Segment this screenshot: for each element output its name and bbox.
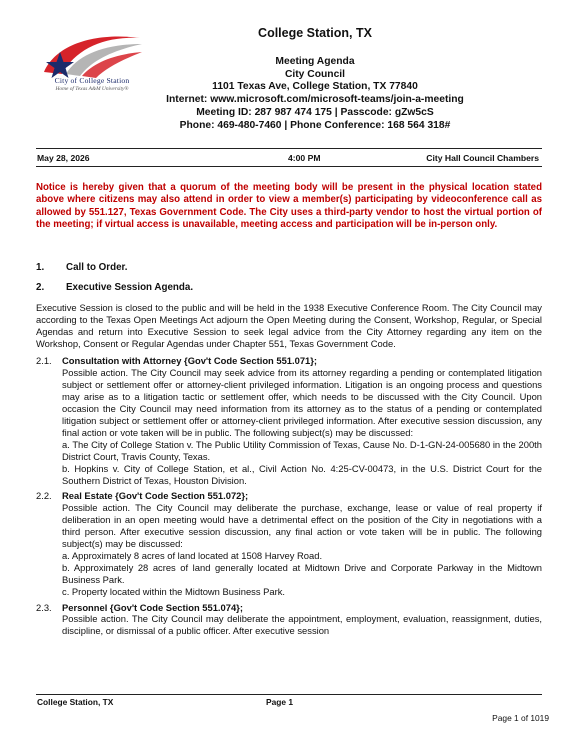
subitem-number: 2.2. bbox=[36, 490, 52, 502]
subitem-2-2 bbox=[36, 490, 542, 597]
subitem-body: Possible action. The City Council may deliberate the appointment, employment, evaluation, reassignment, duties, discipline, or dismissal of a public officer. After executive session bbox=[62, 613, 542, 637]
executive-session-intro: Executive Session is closed to the public and will be held in the 1938 Executive Conference Room. The City Council may according to the Texas Open Meetings Act adjourn the Open Meeting during the Consent, Workshop, Regular, or Special Agendas and return into Executive Session to seek legal advice from the City Attorney regarding any item on the Workshop, Consent or Regular Agendas under Chapter 551, Texas Government Code. bbox=[36, 301, 542, 349]
meeting-phone: Phone: 469-480-7460 | Phone Conference: 168 564 318# bbox=[179, 119, 451, 131]
footer-page: Page 1 bbox=[266, 697, 294, 707]
agenda-item-title: Call to Order. bbox=[66, 262, 128, 273]
meeting-location: City Hall Council Chambers bbox=[426, 153, 539, 163]
subitem-title: Consultation with Attorney {Gov't Code Section 551.071}; bbox=[62, 355, 318, 367]
page-count: Page 1 of 1019 bbox=[492, 713, 549, 723]
page-title: College Station, TX bbox=[258, 26, 372, 40]
meeting-body: City Council bbox=[284, 68, 346, 80]
subitem-number: 2.3. bbox=[36, 601, 52, 613]
meeting-type: Meeting Agenda bbox=[275, 56, 355, 67]
subitem-body: Possible action. The City Council may seek advice from its attorney regarding a pending or contemplated litigation subject or settlement offer or attorney-client privileged information. Litigation is an ongoing process and questions may arise as to a litigation tactic or settlement offer, which needs to be discussed with the City Council. Upon occasion the City Council may need information from its attorney as to the status of a pending or contemplated litigation subject or settlement offer or attorney-client privileged information. After executive session discussion, any final action or vote taken will be in public. The following subject(s) may be discussed: bbox=[62, 367, 542, 438]
subitem-title: Real Estate {Gov't Code Section 551.072}; bbox=[62, 490, 249, 502]
agenda-item-1 bbox=[36, 262, 542, 274]
meeting-time: 4:00 PM bbox=[288, 153, 321, 163]
meeting-date: May 28, 2026 bbox=[37, 153, 90, 163]
subitem-2-3 bbox=[36, 602, 542, 638]
agenda-item-number: 2. bbox=[36, 281, 45, 293]
meeting-address: 1101 Texas Ave, College Station, TX 77840 bbox=[212, 81, 418, 93]
subitem-2-1 bbox=[36, 355, 542, 486]
header-divider-bottom bbox=[36, 166, 542, 167]
meeting-info bbox=[150, 56, 480, 132]
logo-city-name: City of College Station bbox=[54, 76, 130, 85]
meeting-id: Meeting ID: 287 987 474 175 | Passcode: gZw5cS bbox=[196, 106, 434, 118]
agenda-content bbox=[36, 262, 542, 637]
logo-text bbox=[36, 76, 148, 92]
subject-a: a. The City of College Station v. The Public Utility Commission of Texas, Cause No. D-1-GN-24-005680 in the 200th District Court, Travis County, Texas. bbox=[62, 438, 542, 462]
agenda-item-title: Executive Session Agenda. bbox=[66, 281, 194, 293]
logo-tagline: Home of Texas A&M University® bbox=[55, 86, 129, 92]
agenda-item-number: 1. bbox=[36, 262, 45, 273]
footer-city: College Station, TX bbox=[37, 697, 114, 707]
subject-b: b. Hopkins v. City of College Station, et al., Civil Action No. 4:25-CV-00473, in the U.S. District Court for the Southern District of Texas, Houston Division. bbox=[62, 462, 542, 486]
subject-b: b. Approximately 28 acres of land generally located at Midtown Drive and Corporate Parkway in the Midtown Business Park. bbox=[62, 561, 542, 585]
footer-divider bbox=[36, 694, 542, 695]
meeting-internet: Internet: www.microsoft.com/microsoft-teams/join-a-meeting bbox=[166, 94, 464, 106]
quorum-notice: Notice is hereby given that a quorum of the meeting body will be present in the physical location stated above where citizens may also attend in order to view a member(s) participating by videoconference call as allowed by 551.127, Texas Government Code. The City uses a third-party vendor to host the virtual portion of the meeting; if virtual access is unavailable, meeting access and participation will be in-person only. bbox=[36, 182, 542, 231]
subitem-body: Possible action. The City Council may deliberate the purchase, exchange, lease or value of real property if deliberation in an open meeting would have a detrimental effect on the position of the City in negotiations with a third person. After executive session discussion, any final action or vote taken will be in public. The following subject(s) may be discussed: bbox=[62, 502, 542, 550]
subitem-number: 2.1. bbox=[36, 355, 52, 367]
agenda-item-2 bbox=[36, 282, 542, 294]
subject-a: a. Approximately 8 acres of land located at 1508 Harvey Road. bbox=[62, 549, 323, 561]
header-divider-top bbox=[36, 148, 542, 149]
subitem-title: Personnel {Gov't Code Section 551.074}; bbox=[62, 601, 243, 613]
subject-c: c. Property located within the Midtown Business Park. bbox=[62, 585, 286, 597]
